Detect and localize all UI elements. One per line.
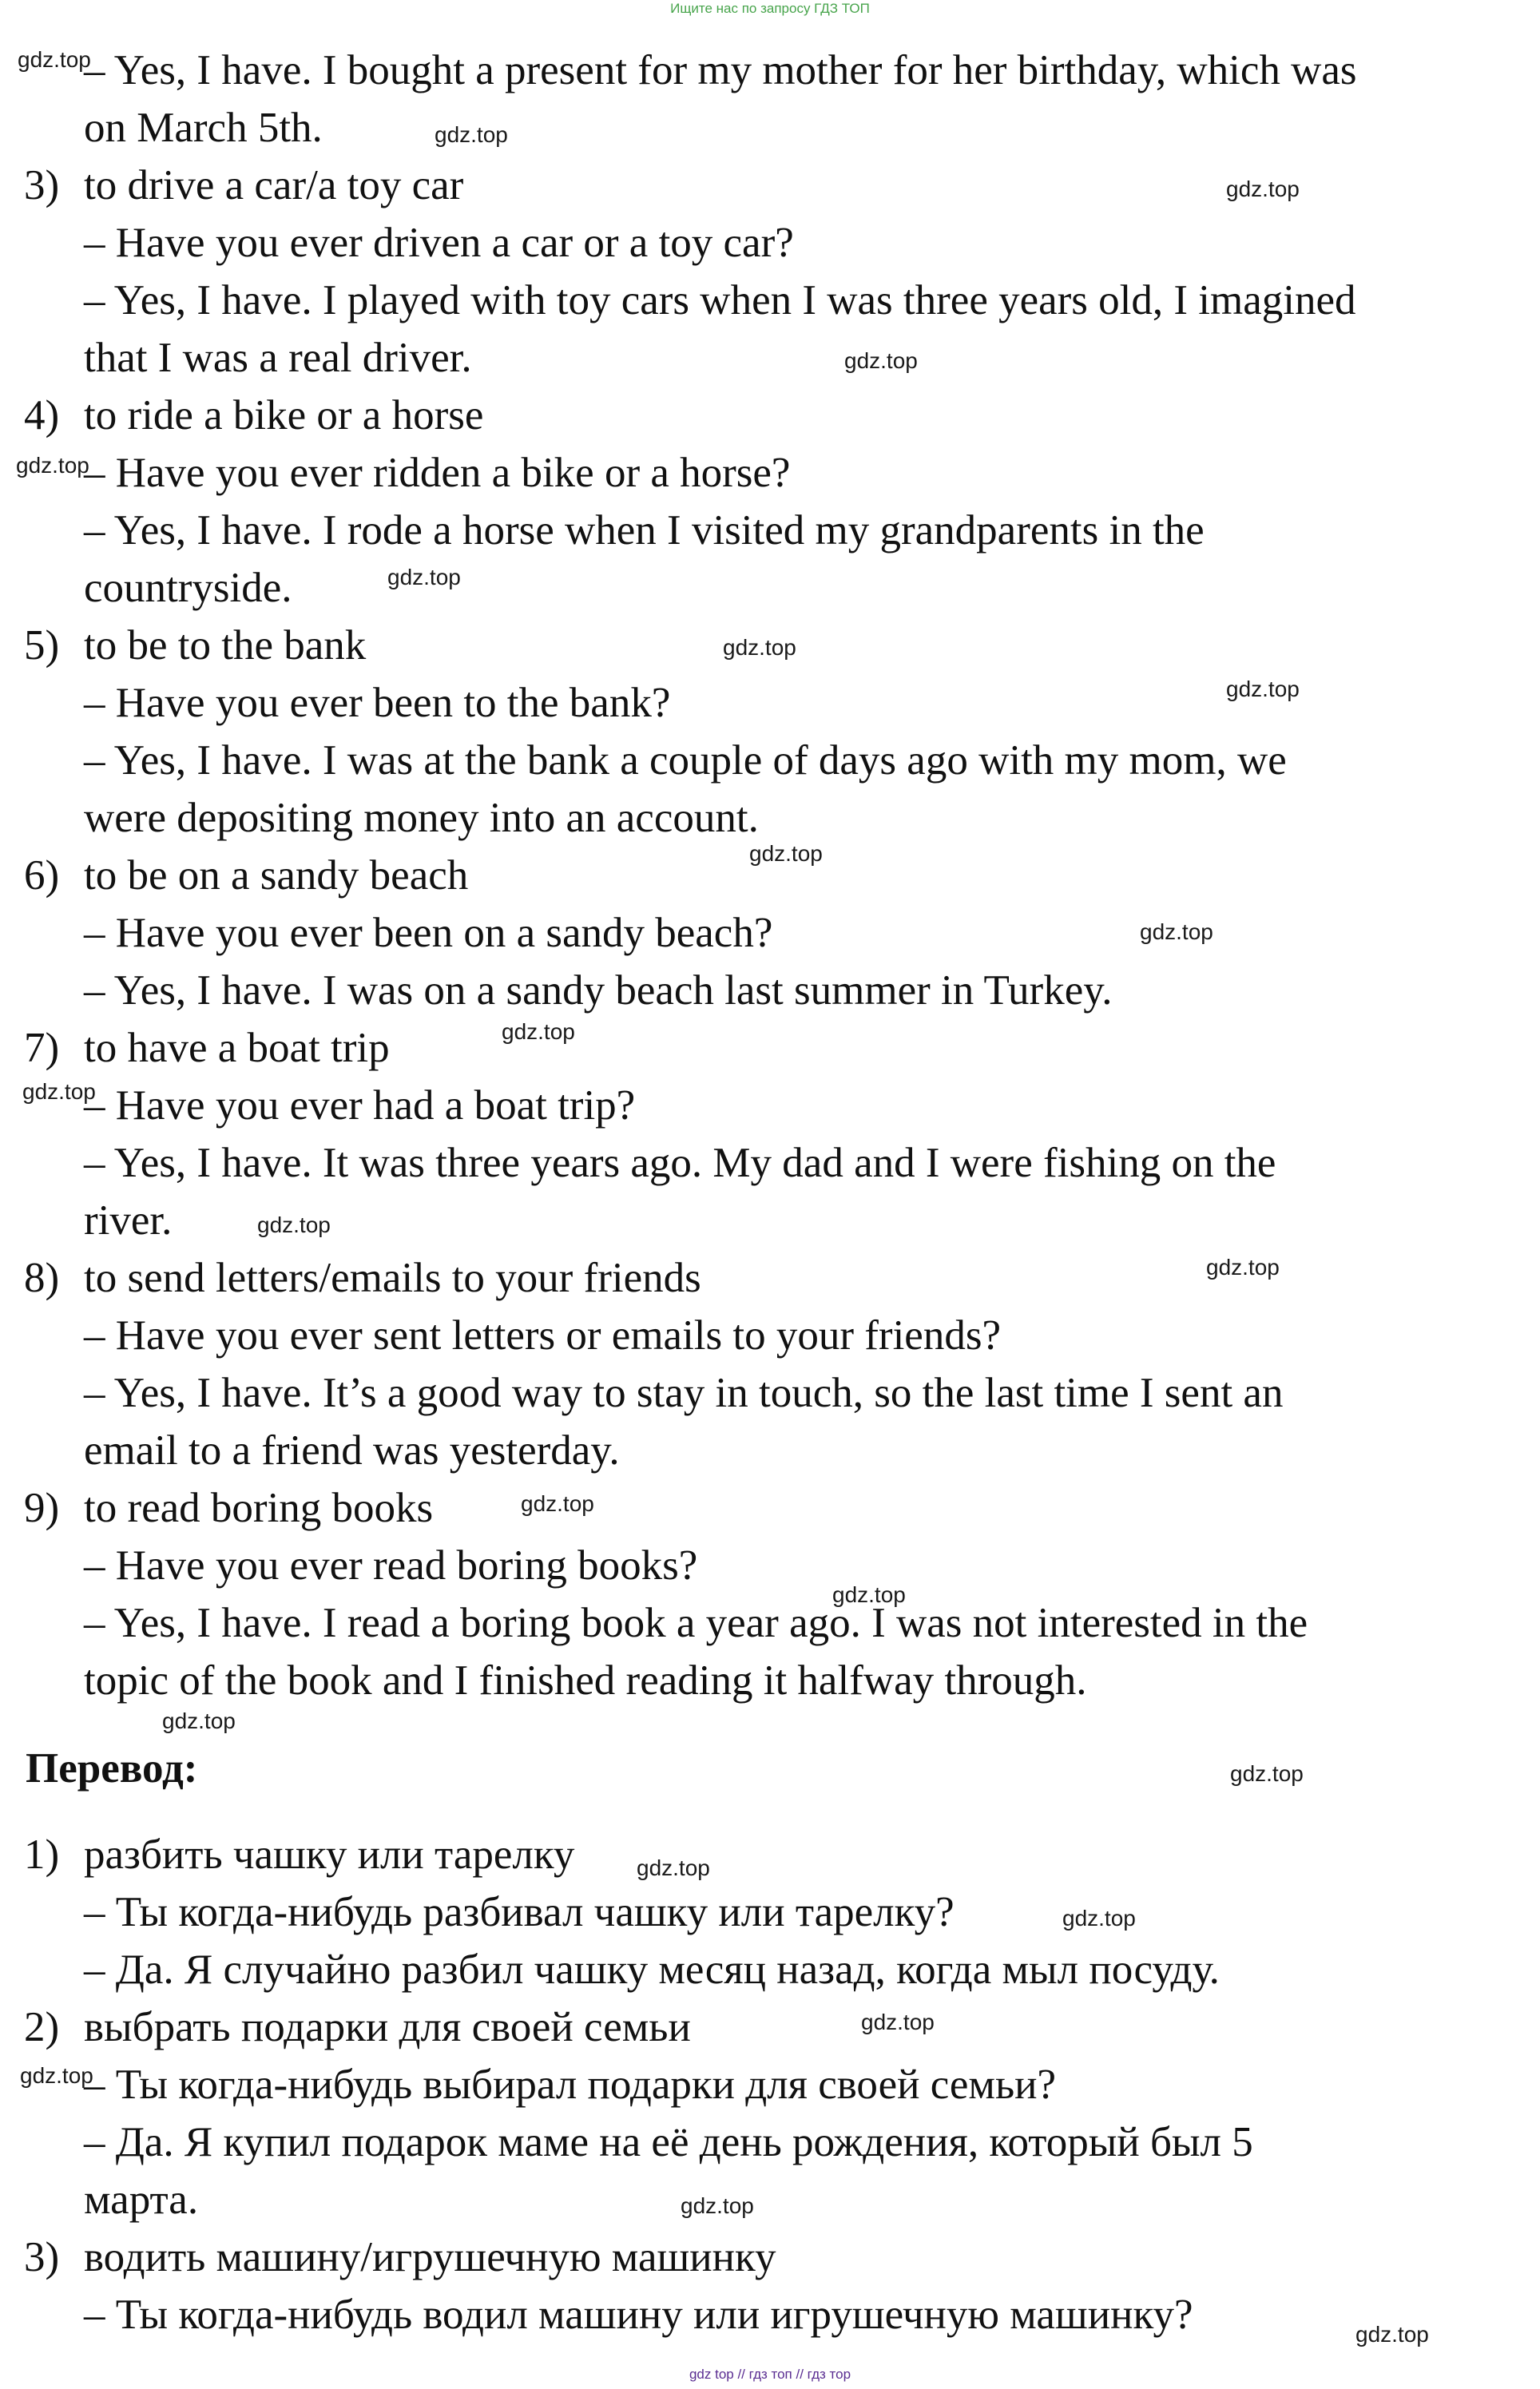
item-number: 8): [24, 1255, 60, 1301]
item-number: 5): [24, 622, 60, 669]
watermark-text: gdz.top: [637, 1855, 710, 1880]
watermark-text: gdz.top: [1226, 177, 1300, 201]
question-line: – Have you ever been to the bank?: [84, 680, 671, 726]
top-banner: Ищите нас по запросу ГДЗ ТОП: [670, 1, 870, 16]
item-number: 3): [24, 2234, 60, 2280]
answer-line: on March 5th.: [84, 105, 323, 151]
watermark-text: gdz.top: [681, 2193, 754, 2218]
answer-line: – Yes, I have. I rode a horse when I visited my grandparents in the: [84, 507, 1205, 554]
item-number: 9): [24, 1485, 60, 1531]
watermark-text: gdz.top: [832, 1582, 906, 1607]
watermark-text: gdz.top: [521, 1491, 594, 1516]
item-title: выбрать подарки для своей семьи: [84, 2004, 691, 2050]
answer-line: – Да. Я купил подарок маме на её день рождения, который был 5: [84, 2119, 1253, 2165]
answer-line: countryside.: [84, 565, 292, 611]
watermark-text: gdz.top: [844, 348, 918, 373]
answer-line: – Yes, I have. I played with toy cars when I was three years old, I imagined: [84, 277, 1356, 323]
translation-heading: Перевод:: [26, 1745, 198, 1792]
item-number: 1): [24, 1831, 60, 1878]
answer-line: – Yes, I have. I was at the bank a couple of days ago with my mom, we: [84, 737, 1287, 784]
item-number: 3): [24, 162, 60, 208]
answer-line: – Yes, I have. I bought a present for my mother for her birthday, which was: [84, 47, 1357, 93]
question-line: – Have you ever ridden a bike or a horse?: [84, 450, 791, 496]
answer-line: river.: [84, 1197, 173, 1244]
answer-line: марта.: [84, 2177, 199, 2223]
watermark-text: gdz.top: [18, 47, 91, 72]
question-line: – Have you ever read boring books?: [84, 1542, 698, 1589]
answer-line: were depositing money into an account.: [84, 795, 759, 841]
item-title: разбить чашку или тарелку: [84, 1831, 575, 1878]
item-title: to drive a car/a toy car: [84, 162, 464, 208]
watermark-text: gdz.top: [435, 122, 508, 147]
watermark-text: gdz.top: [861, 2010, 935, 2034]
watermark-text: gdz.top: [257, 1212, 331, 1237]
item-title: to read boring books: [84, 1485, 434, 1531]
watermark-text: gdz.top: [1355, 2322, 1429, 2347]
item-title: to be on a sandy beach: [84, 852, 469, 899]
item-title: to have a boat trip: [84, 1025, 390, 1071]
watermark-text: gdz.top: [1206, 1255, 1280, 1280]
question-line: – Ты когда-нибудь разбивал чашку или тарелку?: [84, 1889, 955, 1935]
item-number: 2): [24, 2004, 60, 2050]
item-number: 6): [24, 852, 60, 899]
question-line: – Have you ever driven a car or a toy car?: [84, 220, 794, 266]
item-title: to be to the bank: [84, 622, 367, 669]
watermark-text: gdz.top: [22, 1079, 96, 1104]
item-title: to send letters/emails to your friends: [84, 1255, 701, 1301]
answer-line: – Yes, I have. It was three years ago. My dad and I were fishing on the: [84, 1140, 1276, 1186]
question-line: – Ты когда-нибудь выбирал подарки для своей семьи?: [84, 2062, 1057, 2108]
answer-line: topic of the book and I finished reading it halfway through.: [84, 1657, 1087, 1704]
watermark-text: gdz.top: [1062, 1906, 1136, 1931]
watermark-text: gdz.top: [1226, 677, 1300, 701]
watermark-text: gdz.top: [502, 1019, 575, 1044]
watermark-text: gdz.top: [1140, 919, 1213, 944]
watermark-text: gdz.top: [387, 565, 461, 589]
watermark-text: gdz.top: [162, 1708, 236, 1733]
answer-line: – Yes, I have. I was on a sandy beach last summer in Turkey.: [84, 967, 1113, 1014]
answer-line: email to a friend was yesterday.: [84, 1427, 620, 1474]
item-number: 7): [24, 1025, 60, 1071]
question-line: – Ты когда-нибудь водил машину или игрушечную машинку?: [84, 2292, 1193, 2338]
question-line: – Have you ever had a boat trip?: [84, 1082, 636, 1129]
answer-line: that I was a real driver.: [84, 335, 472, 381]
watermark-text: gdz.top: [1230, 1761, 1304, 1786]
question-line: – Have you ever been on a sandy beach?: [84, 910, 773, 956]
item-title: to ride a bike or a horse: [84, 392, 484, 439]
watermark-text: gdz.top: [16, 453, 89, 478]
answer-line: – Yes, I have. I read a boring book a year ago. I was not interested in the: [84, 1600, 1308, 1646]
question-line: – Have you ever sent letters or emails to your friends?: [84, 1312, 1001, 1359]
answer-line: – Yes, I have. It’s a good way to stay in touch, so the last time I sent an: [84, 1370, 1284, 1416]
footer-banner: gdz top // гдз топ // гдз тор: [689, 2367, 851, 2382]
watermark-text: gdz.top: [723, 635, 796, 660]
watermark-text: gdz.top: [20, 2063, 93, 2088]
item-number: 4): [24, 392, 60, 439]
watermark-text: gdz.top: [749, 841, 823, 866]
item-title: водить машину/игрушечную машинку: [84, 2234, 776, 2280]
answer-line: – Да. Я случайно разбил чашку месяц назад, когда мыл посуду.: [84, 1947, 1220, 1993]
